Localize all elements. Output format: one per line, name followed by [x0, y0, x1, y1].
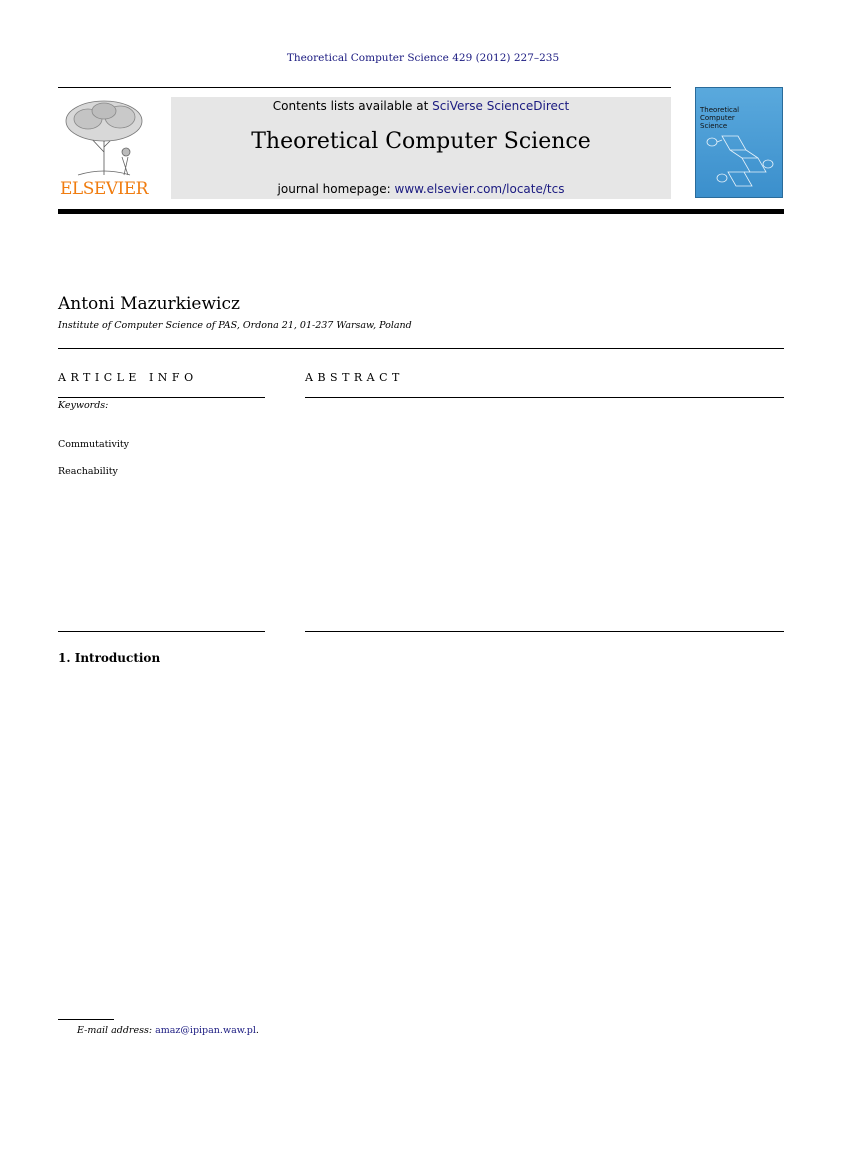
footnote-suffix: . — [255, 1025, 259, 1036]
footnote — [77, 1025, 259, 1036]
elsevier-wordmark: ELSEVIER — [60, 179, 148, 199]
sciencedirect-link[interactable]: SciVerse ScienceDirect — [432, 99, 570, 113]
cover-diagram-icon — [702, 128, 778, 194]
keyword-item: Commutativity — [58, 439, 130, 450]
elsevier-logo — [58, 97, 150, 199]
footnote-rule — [58, 1019, 114, 1020]
keyword-item: Reachability — [58, 466, 118, 477]
info-heading-rule — [58, 397, 265, 398]
journal-banner — [171, 97, 671, 199]
author-affiliation: Institute of Computer Science of PAS, Ordona 21, 01-237 Warsaw, Poland — [58, 320, 412, 331]
abstract-heading-rule — [305, 397, 784, 398]
journal-title: Theoretical Computer Science — [251, 129, 591, 154]
header-top-rule — [58, 87, 671, 88]
contents-line — [171, 99, 671, 113]
journal-cover — [695, 87, 783, 198]
footnote-label: E-mail address: — [77, 1025, 156, 1036]
section-heading-introduction: 1. Introduction — [58, 651, 161, 665]
author-name: Antoni Mazurkiewicz — [58, 294, 240, 314]
elsevier-tree-icon — [58, 97, 150, 177]
abstract-heading: ABSTRACT — [305, 371, 404, 384]
homepage-prefix: journal homepage: — [277, 182, 395, 196]
info-top-rule — [58, 348, 784, 349]
journal-citation: Theoretical Computer Science 429 (2012) 227–235 — [286, 52, 560, 64]
article-info-heading: ARTICLE INFO — [58, 371, 198, 384]
homepage-line — [171, 182, 671, 196]
info-bottom-rule — [58, 631, 265, 632]
footnote-email-link[interactable]: amaz@ipipan.waw.pl — [155, 1025, 256, 1036]
homepage-link[interactable]: www.elsevier.com/locate/tcs — [394, 182, 565, 196]
keywords-label: Keywords: — [58, 400, 109, 411]
abstract-bottom-rule — [305, 631, 784, 632]
cover-title: Theoretical Computer Science — [700, 106, 740, 130]
contents-prefix: Contents lists available at — [272, 99, 433, 113]
header-thick-rule — [58, 209, 784, 214]
